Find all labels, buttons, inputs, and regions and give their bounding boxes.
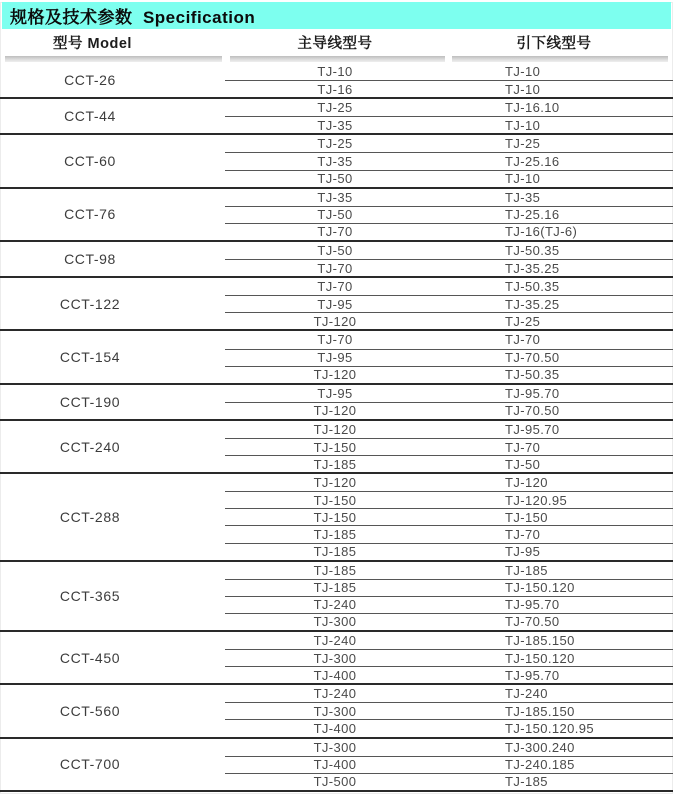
table-row (225, 152, 673, 169)
model-cell (0, 63, 225, 97)
model-group-rows (225, 739, 673, 790)
model-group-rows (225, 632, 673, 683)
table-row (225, 719, 673, 736)
drop-wire-value: TJ-185.150 (505, 633, 575, 649)
model-group-rows (225, 135, 673, 186)
table-row (225, 438, 673, 455)
header-bar-drop-wire (452, 56, 668, 62)
table-row (225, 421, 673, 438)
drop-wire-value: TJ-70.50 (505, 403, 560, 419)
table-row (225, 402, 673, 419)
table-row (225, 99, 673, 116)
model-group-rows (225, 385, 673, 419)
main-conductor-value: TJ-95 (317, 350, 353, 366)
table-row (225, 543, 673, 560)
model-group-rows (225, 331, 673, 382)
table-row (225, 331, 673, 348)
main-conductor-value: TJ-35 (317, 154, 353, 170)
drop-wire-value: TJ-35.25 (505, 260, 560, 276)
drop-wire-value: TJ-240 (505, 686, 548, 702)
model-group (0, 683, 673, 736)
model-label: CCT-560 (59, 702, 121, 719)
drop-wire-value: TJ-95 (505, 544, 541, 560)
model-group-rows (225, 242, 673, 276)
drop-wire-value: TJ-95.70 (505, 421, 560, 437)
model-group (0, 472, 673, 559)
drop-wire-value: TJ-25 (505, 136, 541, 152)
drop-wire-value: TJ-95.70 (505, 667, 560, 683)
model-group (0, 63, 673, 97)
model-group-rows (225, 562, 673, 630)
main-conductor-value: TJ-400 (313, 667, 357, 683)
model-group-rows (225, 63, 673, 97)
model-group-rows (225, 278, 673, 329)
drop-wire-value: TJ-70 (505, 526, 541, 542)
model-cell (0, 99, 225, 133)
main-conductor-value: TJ-50 (317, 171, 353, 187)
main-conductor-value: TJ-300 (313, 650, 357, 666)
main-conductor-value: TJ-400 (313, 721, 357, 737)
main-conductor-value: TJ-240 (313, 633, 357, 649)
table-row (225, 312, 673, 329)
spec-table-body (0, 63, 673, 792)
table-row (225, 491, 673, 508)
table-row (225, 649, 673, 666)
drop-wire-value: TJ-10 (505, 171, 541, 187)
model-group (0, 560, 673, 630)
drop-wire-value: TJ-185 (505, 562, 548, 578)
model-group-rows (225, 421, 673, 472)
drop-wire-value: TJ-10 (505, 81, 541, 97)
table-row (225, 685, 673, 702)
column-header-model: 型号 Model (53, 36, 132, 52)
main-conductor-value: TJ-400 (313, 757, 357, 773)
table-row (225, 295, 673, 312)
main-conductor-value: TJ-16 (317, 81, 353, 97)
model-cell (0, 385, 225, 419)
main-conductor-value: TJ-300 (313, 739, 357, 755)
main-conductor-value: TJ-150 (313, 492, 357, 508)
model-group-rows (225, 189, 673, 240)
table-header-row (0, 29, 673, 56)
drop-wire-value: TJ-25.16 (505, 154, 560, 170)
column-header-main-conductor: 主导线型号 (297, 36, 373, 52)
model-group (0, 240, 673, 276)
drop-wire-value: TJ-50.35 (505, 279, 560, 295)
main-conductor-value: TJ-25 (317, 100, 353, 116)
table-row (225, 756, 673, 773)
drop-wire-value: TJ-70.50 (505, 350, 560, 366)
main-conductor-value: TJ-70 (317, 279, 353, 295)
model-label: CCT-365 (59, 587, 121, 604)
model-group (0, 133, 673, 186)
main-conductor-value: TJ-185 (313, 562, 357, 578)
main-conductor-value: TJ-10 (317, 64, 353, 80)
model-cell (0, 632, 225, 683)
model-cell (0, 685, 225, 736)
drop-wire-value: TJ-240.185 (505, 757, 575, 773)
model-group (0, 737, 673, 790)
table-row (225, 596, 673, 613)
drop-wire-value: TJ-50 (505, 456, 541, 472)
model-group (0, 276, 673, 329)
main-conductor-value: TJ-120 (313, 421, 357, 437)
main-conductor-value: TJ-120 (313, 475, 357, 491)
model-cell (0, 331, 225, 382)
table-row (225, 135, 673, 152)
table-row (225, 80, 673, 97)
main-conductor-value: TJ-185 (313, 580, 357, 596)
drop-wire-value: TJ-35.25 (505, 296, 560, 312)
table-row (225, 474, 673, 491)
table-row (225, 242, 673, 259)
model-label: CCT-26 (64, 72, 116, 89)
drop-wire-value: TJ-70 (505, 439, 541, 455)
table-row (225, 349, 673, 366)
main-conductor-value: TJ-185 (313, 526, 357, 542)
model-label: CCT-98 (64, 251, 116, 268)
main-conductor-value: TJ-35 (317, 189, 353, 205)
drop-wire-value: TJ-300.240 (505, 739, 575, 755)
drop-wire-value: TJ-70.50 (505, 614, 560, 630)
model-label: CCT-240 (59, 438, 121, 455)
model-group (0, 383, 673, 419)
page-title: 规格及技术参数 Specification (10, 8, 256, 27)
model-label: CCT-288 (59, 508, 121, 525)
table-row (225, 189, 673, 206)
drop-wire-value: TJ-70 (505, 332, 541, 348)
table-row (225, 739, 673, 756)
drop-wire-value: TJ-35 (505, 189, 541, 205)
model-cell (0, 135, 225, 186)
main-conductor-value: TJ-25 (317, 136, 353, 152)
drop-wire-value: TJ-25 (505, 313, 541, 329)
drop-wire-value: TJ-10 (505, 117, 541, 133)
drop-wire-value: TJ-10 (505, 64, 541, 80)
table-row (225, 223, 673, 240)
main-conductor-value: TJ-300 (313, 614, 357, 630)
main-conductor-value: TJ-500 (313, 774, 357, 790)
drop-wire-value: TJ-150.120 (505, 580, 575, 596)
drop-wire-value: TJ-16(TJ-6) (505, 224, 578, 240)
model-group (0, 329, 673, 382)
model-cell (0, 189, 225, 240)
table-row (225, 562, 673, 579)
model-label: CCT-700 (59, 756, 121, 773)
table-row (225, 632, 673, 649)
model-group (0, 97, 673, 133)
main-conductor-value: TJ-120 (313, 367, 357, 383)
drop-wire-value: TJ-185.150 (505, 703, 575, 719)
main-conductor-value: TJ-185 (313, 544, 357, 560)
drop-wire-value: TJ-185 (505, 774, 548, 790)
table-row (225, 366, 673, 383)
drop-wire-value: TJ-120 (505, 475, 548, 491)
main-conductor-value: TJ-240 (313, 597, 357, 613)
main-conductor-value: TJ-185 (313, 456, 357, 472)
model-group-rows (225, 685, 673, 736)
table-row (225, 259, 673, 276)
model-label: CCT-122 (59, 295, 121, 312)
model-label: CCT-76 (64, 206, 116, 223)
model-label: CCT-450 (59, 649, 121, 666)
main-conductor-value: TJ-70 (317, 224, 353, 240)
model-label: CCT-154 (59, 349, 121, 366)
table-row (225, 508, 673, 525)
table-row (225, 702, 673, 719)
main-conductor-value: TJ-150 (313, 509, 357, 525)
table-row (225, 455, 673, 472)
model-group (0, 419, 673, 472)
model-cell (0, 242, 225, 276)
model-label: CCT-60 (64, 153, 116, 170)
table-row (225, 170, 673, 187)
main-conductor-value: TJ-300 (313, 703, 357, 719)
drop-wire-value: TJ-150.120 (505, 650, 575, 666)
drop-wire-value: TJ-120.95 (505, 492, 568, 508)
main-conductor-value: TJ-70 (317, 260, 353, 276)
main-conductor-value: TJ-120 (313, 403, 357, 419)
header-separator-bars (0, 56, 673, 63)
main-conductor-value: TJ-95 (317, 385, 353, 401)
main-conductor-value: TJ-70 (317, 332, 353, 348)
table-row (225, 385, 673, 402)
main-conductor-value: TJ-120 (313, 313, 357, 329)
table-row (225, 666, 673, 683)
model-label: CCT-44 (64, 108, 116, 125)
table-row (225, 278, 673, 295)
table-row (225, 116, 673, 133)
table-row (225, 206, 673, 223)
specification-page (0, 2, 673, 794)
table-row (225, 773, 673, 790)
model-group-rows (225, 474, 673, 559)
drop-wire-value: TJ-150 (505, 509, 548, 525)
table-row (225, 63, 673, 80)
main-conductor-value: TJ-35 (317, 117, 353, 133)
model-group (0, 630, 673, 683)
title-bar (2, 2, 671, 29)
main-conductor-value: TJ-50 (317, 242, 353, 258)
table-row (225, 579, 673, 596)
main-conductor-value: TJ-95 (317, 296, 353, 312)
drop-wire-value: TJ-25.16 (505, 207, 560, 223)
drop-wire-value: TJ-16.10 (505, 100, 560, 116)
drop-wire-value: TJ-50.35 (505, 242, 560, 258)
drop-wire-value: TJ-95.70 (505, 385, 560, 401)
table-row (225, 613, 673, 630)
model-cell (0, 278, 225, 329)
model-cell (0, 739, 225, 790)
column-header-drop-wire: 引下线型号 (516, 36, 592, 52)
model-cell (0, 474, 225, 559)
table-row (225, 525, 673, 542)
model-group (0, 187, 673, 240)
drop-wire-value: TJ-150.120.95 (505, 721, 595, 737)
drop-wire-value: TJ-50.35 (505, 367, 560, 383)
drop-wire-value: TJ-95.70 (505, 597, 560, 613)
main-conductor-value: TJ-150 (313, 439, 357, 455)
model-cell (0, 562, 225, 630)
model-cell (0, 421, 225, 472)
main-conductor-value: TJ-50 (317, 207, 353, 223)
header-bar-main-conductor (230, 56, 445, 62)
main-conductor-value: TJ-240 (313, 686, 357, 702)
header-bar-model (5, 56, 222, 62)
model-group-rows (225, 99, 673, 133)
model-label: CCT-190 (59, 393, 121, 410)
